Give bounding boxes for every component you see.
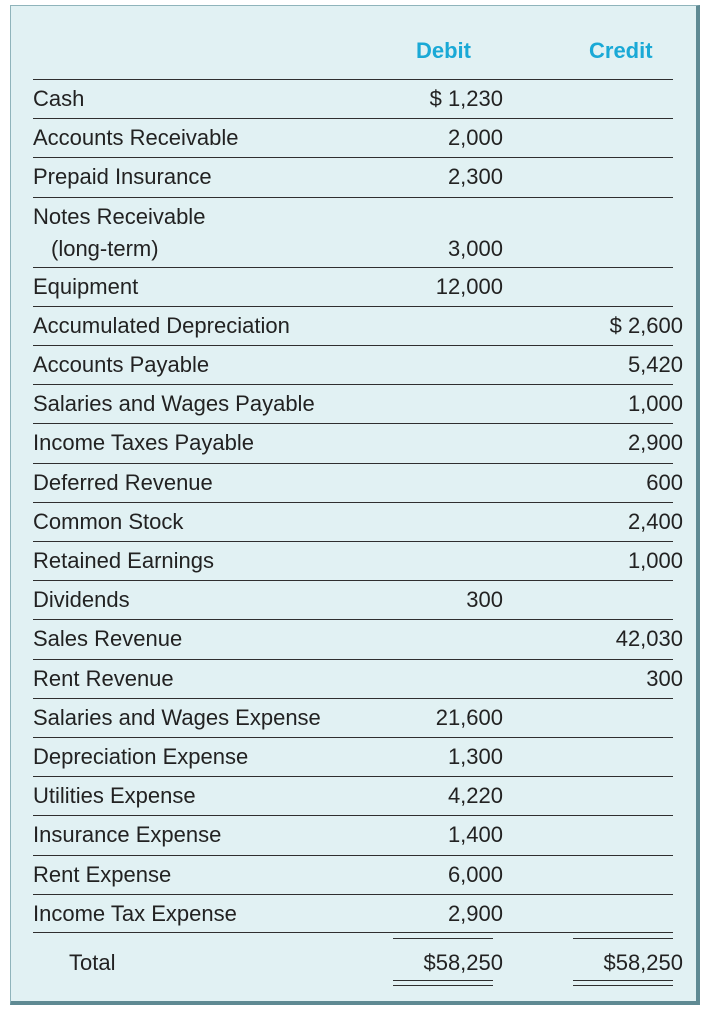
row-divider (33, 463, 673, 464)
row-label: Accounts Receivable (33, 125, 239, 151)
credit-amount: 1,000 (627, 391, 683, 417)
debit-amount: 6,000 (447, 861, 503, 887)
debit-column-header: Debit (416, 38, 471, 63)
row-label: Utilities Expense (33, 783, 196, 809)
row-divider (33, 157, 673, 158)
row-divider (33, 855, 673, 856)
row-label-continued: (long-term) (51, 235, 159, 261)
total-double-rule-debit (393, 985, 493, 986)
debit-amount: 2,000 (447, 125, 503, 151)
total-double-rule-credit (573, 980, 673, 981)
row-divider (33, 541, 673, 542)
credit-amount: 1,000 (627, 548, 683, 573)
row-divider (33, 118, 673, 119)
row-divider (33, 345, 673, 346)
row-label: Deferred Revenue (33, 469, 213, 495)
debit-amount: 1,300 (447, 744, 503, 769)
total-credit: $58,250 (603, 950, 683, 975)
row-divider (33, 580, 673, 581)
total-label: Total (69, 950, 116, 975)
row-label: Depreciation Expense (33, 744, 249, 769)
credit-amount: 42,030 (615, 626, 683, 652)
row-divider (33, 698, 673, 699)
credit-amount: 2,900 (627, 430, 683, 456)
debit-amount: 4,220 (447, 783, 503, 809)
row-divider (33, 737, 673, 738)
total-top-rule-credit (573, 938, 673, 939)
row-label: Cash (33, 86, 85, 111)
row-divider (33, 659, 673, 660)
debit-amount: 300 (466, 587, 503, 613)
row-divider (33, 932, 673, 933)
row-label: Insurance Expense (33, 822, 222, 848)
total-double-rule-credit (573, 985, 673, 986)
row-divider (33, 267, 673, 268)
row-divider (33, 384, 673, 385)
row-divider (33, 776, 673, 777)
credit-column-header: Credit (589, 38, 653, 63)
total-double-rule-debit (393, 980, 493, 981)
row-divider (33, 306, 673, 307)
total-top-rule-debit (393, 938, 493, 939)
trial-balance-table (10, 5, 700, 1005)
row-divider (33, 815, 673, 816)
row-label: Accounts Payable (33, 352, 210, 377)
credit-amount: 2,400 (627, 508, 683, 534)
row-label: Salaries and Wages Expense (33, 704, 321, 730)
debit-amount: $ 1,230 (429, 86, 503, 111)
row-label: Equipment (33, 273, 139, 299)
debit-amount: 3,000 (447, 235, 503, 261)
debit-amount: 1,400 (447, 822, 503, 848)
row-label: Sales Revenue (33, 626, 183, 652)
row-label: Income Taxes Payable (33, 430, 254, 456)
row-divider (33, 197, 673, 198)
row-label: Accumulated Depreciation (33, 312, 290, 338)
debit-amount: 2,300 (447, 164, 503, 190)
row-label: Common Stock (33, 508, 184, 534)
debit-amount: 2,900 (447, 900, 503, 926)
row-label: Dividends (33, 587, 130, 613)
row-divider (33, 894, 673, 895)
row-label: Prepaid Insurance (33, 164, 212, 190)
credit-amount: 600 (646, 469, 683, 495)
row-label: Notes Receivable (33, 203, 206, 229)
credit-amount: $ 2,600 (609, 312, 683, 338)
row-label: Salaries and Wages Payable (33, 391, 315, 417)
credit-amount: 5,420 (627, 352, 683, 377)
row-label: Income Tax Expense (33, 900, 237, 926)
row-label: Rent Expense (33, 861, 172, 887)
row-divider (33, 423, 673, 424)
row-label: Retained Earnings (33, 548, 215, 573)
row-divider (33, 502, 673, 503)
header-divider (33, 79, 673, 80)
credit-amount: 300 (646, 665, 683, 691)
row-divider (33, 619, 673, 620)
debit-amount: 21,600 (435, 704, 503, 730)
total-debit: $58,250 (423, 950, 503, 975)
debit-amount: 12,000 (435, 273, 503, 299)
row-label: Rent Revenue (33, 665, 174, 691)
